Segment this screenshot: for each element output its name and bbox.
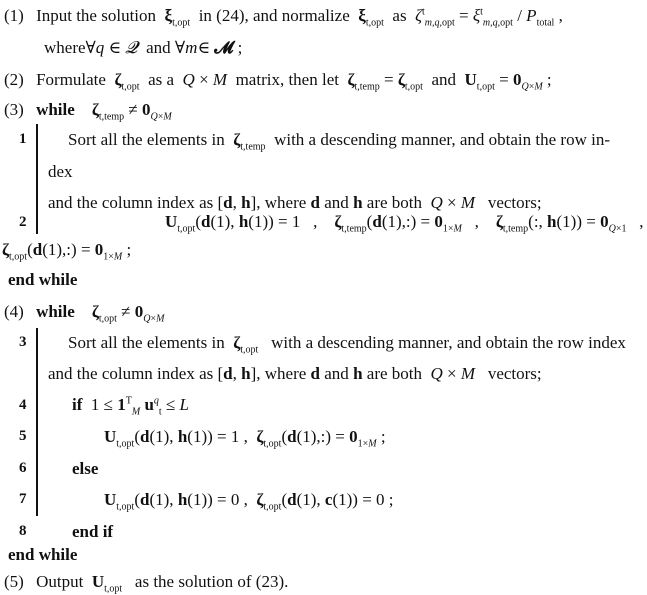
- line-number: 8: [19, 523, 27, 539]
- inner-line-1b: [48, 162, 73, 182]
- text: Input the solution: [36, 6, 157, 25]
- inner-line-3a: Sort all the elements in $\zeta_{t,opt}$ with a descending manner, and obtain the row index: [68, 333, 626, 356]
- text: vectors;: [487, 193, 542, 212]
- step-1-line-2: where∀q ∈ 𝓠 and ∀m∈ 𝓜 ;: [44, 38, 243, 57]
- end-while-keyword: end while: [8, 270, 78, 289]
- text: are both: [366, 364, 423, 383]
- step-number: (3): [4, 100, 24, 119]
- text: and: [324, 193, 349, 212]
- text: dex: [48, 162, 73, 181]
- text: where: [44, 38, 86, 57]
- text: and the column index as [: [48, 364, 224, 383]
- text: are both: [366, 193, 423, 212]
- text: Sort all the elements in: [68, 130, 225, 149]
- inner-line-6-else: [72, 459, 98, 479]
- text: as the solution of (23).: [134, 572, 289, 591]
- step-number: (5): [4, 572, 24, 591]
- line-number: 4: [19, 397, 27, 413]
- line-number: 1: [19, 131, 27, 147]
- inner-line-1c: and the column index as [d, h], where d and h are both Q × M vectors;: [48, 193, 542, 212]
- text: matrix, then let: [235, 70, 339, 89]
- step-2: (2) Formulate $\zeta_{t,opt}$ as a Q × M matrix, then let $\zeta_{t,temp} = \zeta_{t,opt}$ and $U_{t,opt} = 0_{Q\times M}$ ;: [4, 70, 552, 93]
- text: Formulate: [36, 70, 106, 89]
- loop-bar-1: [36, 124, 38, 234]
- line-number: 5: [19, 428, 27, 444]
- end-while-1: [8, 270, 77, 290]
- text: as a: [148, 70, 175, 89]
- end-while-keyword: end while: [8, 545, 78, 564]
- text: with a descending manner, and obtain the row in-: [274, 130, 610, 149]
- line-number: 2: [19, 214, 27, 230]
- text: with a descending manner, and obtain the row index: [271, 333, 626, 352]
- end-while-2: [8, 545, 77, 565]
- inner-line-4-if: if $1 \le 1^T_M$ $u^q_t \le L$: [72, 395, 189, 418]
- inner-line-8-end-if: [72, 522, 113, 542]
- line-number: 6: [19, 460, 27, 476]
- line-number: 3: [19, 334, 27, 350]
- inner-line-2: $U_{t,opt}(d(1)$, h(1)) = 1 , $\zeta_{t,temp}(d(1),:) = 0_{1\times M}$ , $\zeta_{t,temp}$(:, $h(1)) = 0_{Q\times 1}$ ,: [165, 212, 644, 235]
- end-if-keyword: end if: [72, 522, 114, 541]
- step-number: (4): [4, 302, 24, 321]
- if-keyword: if: [72, 395, 83, 414]
- step-number: (1): [4, 6, 24, 25]
- text: Sort all the elements in: [68, 333, 225, 352]
- step-number: (2): [4, 70, 24, 89]
- text: Output: [36, 572, 84, 591]
- step-5-output: (5) Output $U_{t,opt}$ as the solution of (23).: [4, 572, 289, 595]
- step-3-while: (3) while $\zeta_{t,temp} \ne 0_{Q\times M}$: [4, 100, 172, 123]
- text: and: [324, 364, 349, 383]
- inner-line-2-cont: $\zeta_{t,opt}(d(1),:) = 0_{1\times M}$ ;: [2, 240, 132, 263]
- inner-line-7: $U_{t,opt}(d(1)$, h(1)) = 0 , $\zeta_{t,opt}(d(1)$, c(1)) = 0 ;: [104, 490, 394, 513]
- else-keyword: else: [72, 459, 99, 478]
- text: and: [431, 70, 457, 89]
- text: and: [146, 38, 171, 57]
- while-keyword: while: [36, 302, 75, 321]
- text: and the column index as [: [48, 193, 224, 212]
- text: vectors;: [487, 364, 542, 383]
- inner-line-3b: and the column index as [d, h], where d and h are both Q × M vectors;: [48, 364, 542, 383]
- text: in (24), and normalize: [198, 6, 350, 25]
- step-4-while: (4) while $\zeta_{t,opt} \ne 0_{Q\times M}$: [4, 302, 165, 325]
- text: ], where: [250, 364, 307, 383]
- text: as: [392, 6, 407, 25]
- text: ], where: [250, 193, 307, 212]
- line-number: 7: [19, 491, 27, 507]
- step-1-line-1: (1) Input the solution $\xi_{t,opt}$ in (24), and normalize $\xi_{t,opt}$ as $\zeta^t_{m,q,opt} = \xi^t_{m,q,opt} / P_{total}$ ,: [4, 6, 563, 29]
- inner-line-1a: Sort all the elements in $\zeta_{t,temp}$ with a descending manner, and obtain the row in-: [68, 130, 610, 153]
- loop-bar-2: [36, 328, 38, 516]
- inner-line-5: $U_{t,opt}(d(1)$, h(1)) = 1 , $\zeta_{t,opt}(d(1),:) = 0_{1\times M}$ ;: [104, 427, 386, 450]
- while-keyword: while: [36, 100, 75, 119]
